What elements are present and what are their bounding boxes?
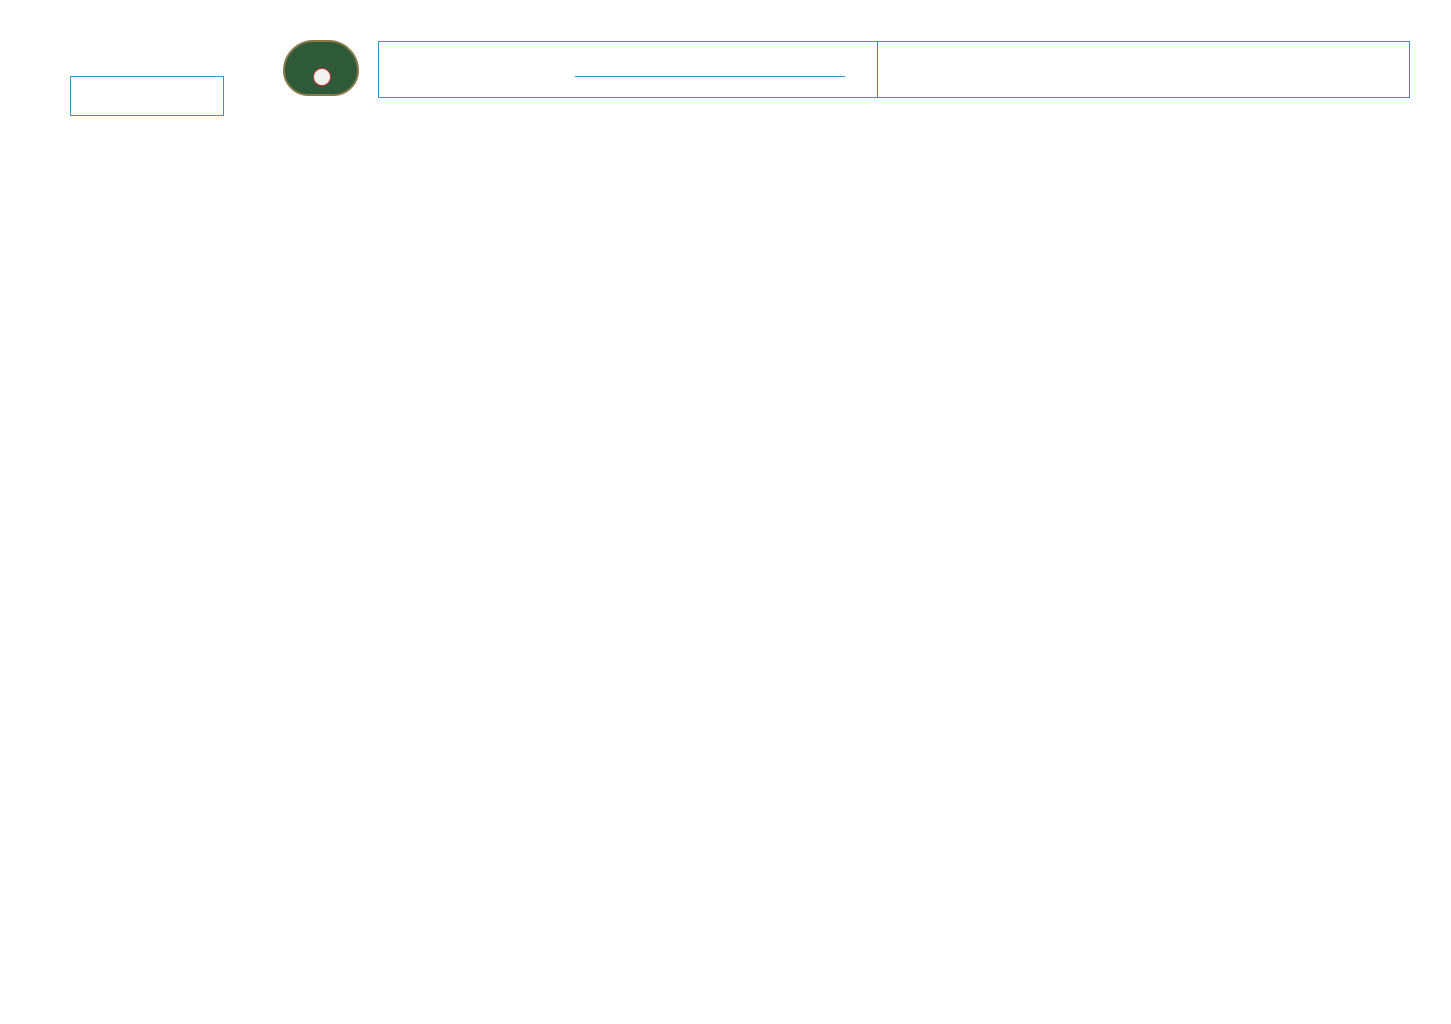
team-underline: [575, 76, 845, 77]
game-info-box: [378, 41, 1410, 98]
logo-badge: [283, 40, 359, 96]
team-name-box: [70, 76, 224, 116]
baseball-icon: [313, 68, 331, 86]
header-divider: [877, 41, 878, 98]
